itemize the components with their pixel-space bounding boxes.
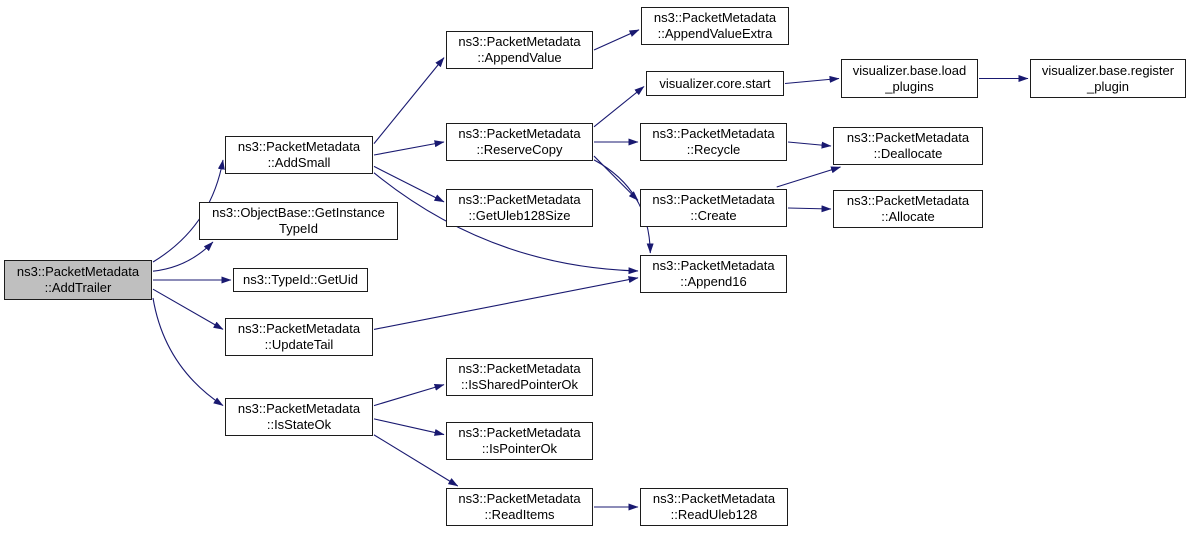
node-label: ::Append16 [680,274,747,289]
node-label: ::ReserveCopy [476,142,563,157]
edge-is-state-ok-to-is-pointer-ok [374,419,444,435]
graph-node-is-pointer-ok[interactable] [446,422,593,460]
graph-node-visualizer-core-start[interactable] [646,71,784,96]
graph-node-append16[interactable] [640,255,787,293]
node-label: ns3::PacketMetadata [652,192,775,207]
node-label: visualizer.base.load [852,62,967,78]
node-label: ::IsSharedPointerOk [460,377,579,392]
graph-node-recycle[interactable] [640,123,787,161]
graph-node-append-value[interactable] [446,31,593,69]
node-label: ns3::TypeId::GetUid [243,272,358,287]
node-label: ns3::PacketMetadata [652,126,775,141]
graph-node-append-value-extra[interactable] [641,7,789,45]
graph-node-register-plugin[interactable] [1030,59,1186,98]
node-label: ns3::PacketMetadata [237,139,361,154]
graph-node-load-plugins[interactable] [841,59,978,98]
edge-reserve-copy-to-create [594,156,638,200]
edge-visualizer-core-start-to-load-plugins [785,79,839,84]
node-label: TypeId [278,221,319,236]
node-label: ns3::PacketMetadata [846,130,970,145]
node-label: ::ReadUleb128 [670,507,758,522]
node-label: ::UpdateTail [264,337,334,352]
node-label: ::ReadItems [484,507,555,522]
edge-add-small-to-reserve-copy [374,142,444,155]
edge-add-small-to-get-uleb128-size [374,166,444,202]
node-label: ns3::PacketMetadata [458,425,581,440]
edge-create-to-allocate [788,208,831,209]
node-label: visualizer.base.register [1041,62,1175,78]
edge-is-state-ok-to-is-shared-pointer-ok [374,385,444,406]
node-label: ns3::ObjectBase::GetInstance [212,205,385,220]
graph-node-read-items[interactable] [446,488,593,526]
node-label: ns3::PacketMetadata [237,321,361,336]
edge-reserve-copy-to-visualizer-core-start [594,87,644,127]
node-label: ::Recycle [686,142,741,157]
graph-node-reserve-copy[interactable] [446,123,593,161]
node-label: ns3::PacketMetadata [846,193,970,208]
node-label: ns3::PacketMetadata [653,10,777,25]
node-label: ns3::PacketMetadata [458,361,581,376]
graph-node-add-trailer [4,260,152,300]
node-label: ::Deallocate [873,146,943,161]
node-label: visualizer.core.start [659,75,771,91]
node-label: ns3::PacketMetadata [458,192,581,207]
graph-node-read-uleb128[interactable] [640,488,788,526]
node-label: ::AppendValue [477,50,562,65]
node-label: ns3::PacketMetadata [458,491,581,506]
node-label: ::IsStateOk [266,417,332,432]
graph-node-get-uid[interactable] [233,268,368,292]
node-label: ns3::PacketMetadata [652,258,775,273]
graph-node-create[interactable] [640,189,787,227]
graph-node-update-tail[interactable] [225,318,373,356]
edge-create-to-deallocate [777,167,841,187]
edge-add-small-to-append-value [374,58,444,144]
graph-node-add-small[interactable] [225,136,373,174]
node-label: ::IsPointerOk [481,441,558,456]
node-label: ::AddSmall [267,155,331,170]
graph-node-allocate[interactable] [833,190,983,228]
graph-node-is-shared-pointer-ok[interactable] [446,358,593,396]
graph-node-get-uleb128-size[interactable] [446,189,593,227]
node-label: ns3::PacketMetadata [458,34,581,49]
edge-append-value-to-append-value-extra [594,30,639,50]
node-label: _plugin [1087,78,1129,94]
node-label: ::Allocate [881,209,935,224]
edge-add-trailer-to-update-tail [153,289,223,329]
node-label: _plugins [885,78,934,94]
node-label: ns3::PacketMetadata [16,264,140,279]
node-label: ::Create [690,208,737,223]
node-label: ::AppendValueExtra [657,26,773,41]
node-label: ns3::PacketMetadata [652,491,776,506]
graph-node-is-state-ok[interactable] [225,398,373,436]
edge-add-trailer-to-is-state-ok [153,298,223,406]
node-label: ns3::PacketMetadata [237,401,361,416]
node-label: ::AddTrailer [44,280,112,295]
graph-node-deallocate[interactable] [833,127,983,165]
edge-recycle-to-deallocate [788,142,831,146]
node-label: ::GetUleb128Size [468,208,571,223]
graph-node-get-instance-type-id[interactable] [199,202,398,240]
edge-update-tail-to-append16 [374,278,638,330]
node-label: ns3::PacketMetadata [458,126,581,141]
